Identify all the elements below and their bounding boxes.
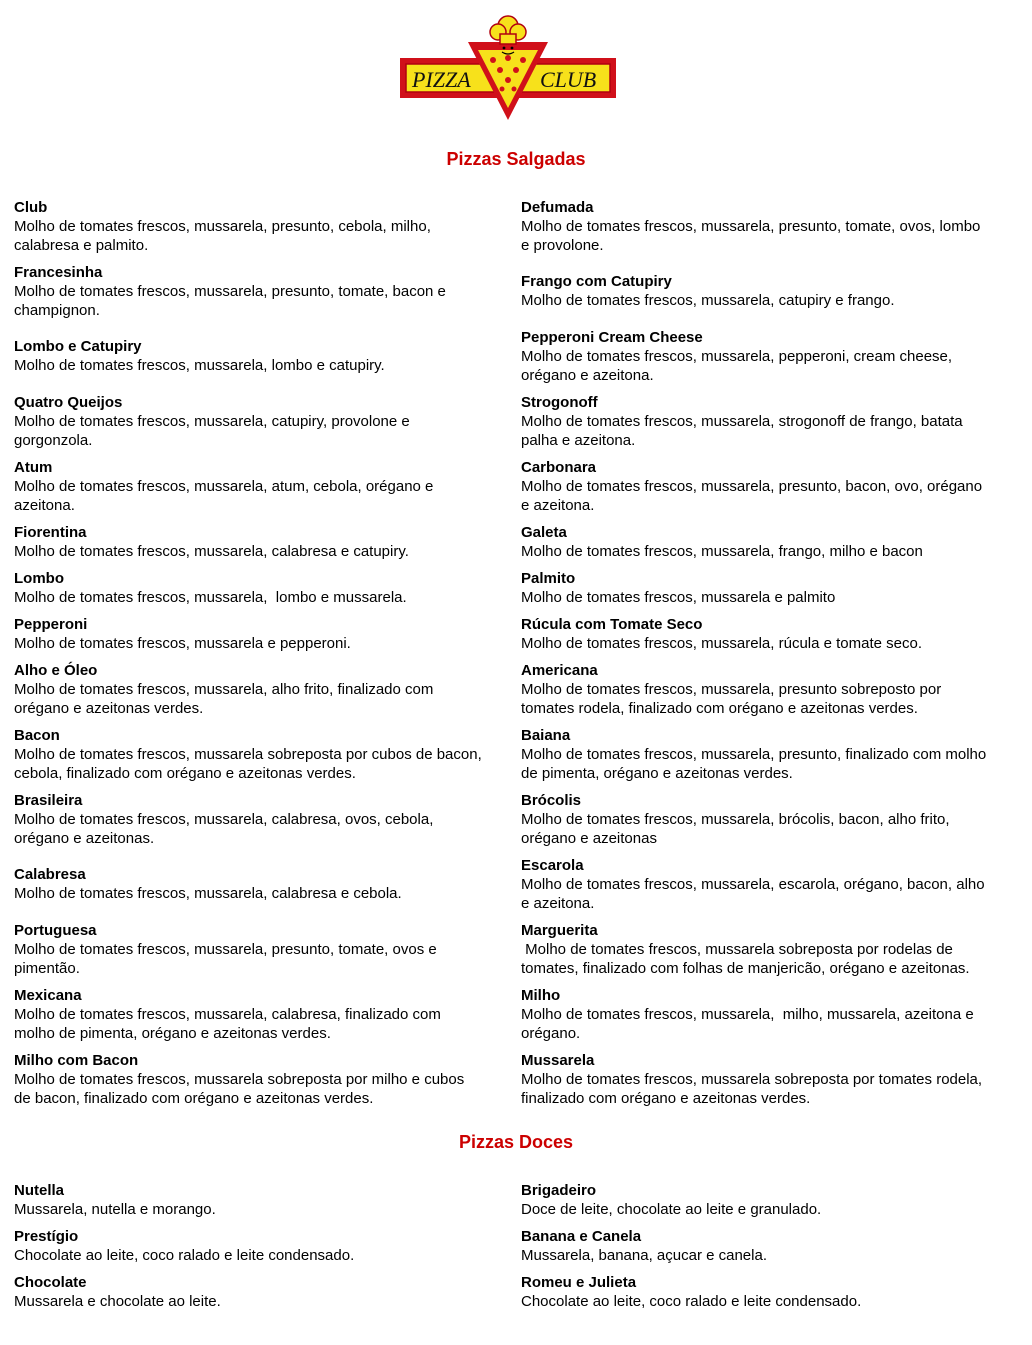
item-name: Milho (521, 987, 561, 1004)
item-name: Pepperoni Cream Cheese (521, 329, 703, 346)
item-name: Prestígio (14, 1228, 79, 1245)
menu-item (521, 856, 1021, 913)
item-description: Molho de tomates frescos, mussarela, presunto, tomate, bacon e champignon. (14, 283, 446, 319)
item-name: Galeta (521, 524, 567, 541)
item-name: Palmito (521, 570, 576, 587)
item-description: Molho de tomates frescos, mussarela, escarola, orégano, bacon, alho e azeitona. (521, 876, 985, 912)
item-description: Molho de tomates frescos, mussarela, calabresa, finalizado com molho de pimenta, orégano e azeitonas verdes. (14, 1006, 441, 1042)
menu-item (14, 458, 514, 515)
item-description: Molho de tomates frescos, mussarela, strogonoff de frango, batata palha e azeitona. (521, 413, 963, 449)
menu-item (14, 726, 514, 783)
item-description: Molho de tomates frescos, mussarela, lombo e catupiry. (14, 357, 385, 374)
item-description: Molho de tomates frescos, mussarela sobreposta por tomates rodela, finalizado com orégano e azeitonas verdes. (521, 1071, 983, 1107)
item-description: Molho de tomates frescos, mussarela, lombo e mussarela. (14, 589, 407, 606)
menu-item (521, 615, 1021, 653)
item-description: Molho de tomates frescos, mussarela sobreposta por rodelas de tomates, finalizado com folhas de manjericão, orégano e azeitonas. (521, 941, 970, 977)
item-name: Marguerita (521, 922, 598, 939)
item-name: Brócolis (521, 792, 582, 809)
item-description: Chocolate ao leite, coco ralado e leite condensado. (14, 1247, 355, 1264)
menu-item (14, 615, 514, 653)
menu-item (521, 1181, 1021, 1219)
item-name: Rúcula com Tomate Seco (521, 616, 703, 633)
item-description: Molho de tomates frescos, mussarela, atum, cebola, orégano e azeitona. (14, 478, 434, 514)
item-name: Nutella (14, 1182, 65, 1199)
item-description: Molho de tomates frescos, mussarela, calabresa e catupiry. (14, 543, 409, 560)
item-name: Carbonara (521, 459, 597, 476)
menu-item (521, 198, 1021, 255)
menu-item (14, 986, 514, 1043)
menu-item (14, 198, 514, 255)
item-description: Molho de tomates frescos, mussarela, catupiry, provolone e gorgonzola. (14, 413, 410, 449)
item-name: Fiorentina (14, 524, 87, 541)
item-description: Molho de tomates frescos, mussarela e pepperoni. (14, 635, 351, 652)
menu-item (521, 569, 1021, 607)
item-description: Molho de tomates frescos, mussarela, frango, milho e bacon (521, 543, 923, 560)
item-name: Alho e Óleo (14, 662, 98, 679)
item-name: Lombo (14, 570, 64, 587)
item-description: Molho de tomates frescos, mussarela, presunto, tomate, ovos, lombo e provolone. (521, 218, 981, 254)
menu-item (521, 272, 1021, 310)
item-name: Defumada (521, 199, 594, 216)
pizza-club-logo (398, 12, 618, 124)
item-description: Molho de tomates frescos, mussarela, brócolis, bacon, alho frito, orégano e azeitonas (521, 811, 950, 847)
menu-item (521, 661, 1021, 718)
menu-item (14, 263, 514, 320)
item-name: Chocolate (14, 1274, 87, 1291)
menu-item (14, 865, 514, 903)
item-description: Molho de tomates frescos, mussarela, presunto, bacon, ovo, orégano e azeitona. (521, 478, 983, 514)
item-name: Escarola (521, 857, 584, 874)
item-description: Molho de tomates frescos, mussarela, calabresa e cebola. (14, 885, 402, 902)
menu-item (14, 661, 514, 718)
menu-item (521, 1227, 1021, 1265)
item-description: Molho de tomates frescos, mussarela sobreposta por cubos de bacon, cebola, finalizado com orégano e azeitonas verdes. (14, 746, 482, 782)
item-name: Club (14, 199, 48, 216)
item-name: Mexicana (14, 987, 82, 1004)
item-name: Baiana (521, 727, 571, 744)
menu-item (521, 921, 1021, 978)
section-title-doces: Pizzas Doces (458, 1132, 574, 1152)
menu-item (521, 1051, 1021, 1108)
item-description: Molho de tomates frescos, mussarela, calabresa, ovos, cebola, orégano e azeitonas. (14, 811, 434, 847)
item-description: Molho de tomates frescos, mussarela sobreposta por milho e cubos de bacon, finalizado com orégano e azeitonas verdes. (14, 1071, 465, 1107)
item-description: Molho de tomates frescos, mussarela, presunto, finalizado com molho de pimenta, orégano e azeitonas verdes. (521, 746, 987, 782)
item-description: Molho de tomates frescos, mussarela, alho frito, finalizado com orégano e azeitonas verdes. (14, 681, 434, 717)
menu-item (521, 1273, 1021, 1311)
item-name: Quatro Queijos (14, 394, 123, 411)
menu-item (14, 1051, 514, 1108)
item-name: Milho com Bacon (14, 1052, 139, 1069)
item-name: Calabresa (14, 866, 86, 883)
logo-word-right: CLUB (540, 67, 597, 92)
item-name: Portuguesa (14, 922, 97, 939)
item-description: Molho de tomates frescos, mussarela, presunto sobreposto por tomates rodela, finalizado com orégano e azeitonas verdes. (521, 681, 942, 717)
section-title-salgadas: Pizzas Salgadas (446, 149, 586, 169)
menu-item (521, 986, 1021, 1043)
item-name: Brasileira (14, 792, 83, 809)
item-description: Molho de tomates frescos, mussarela, presunto, tomate, ovos e pimentão. (14, 941, 437, 977)
menu-item (14, 1273, 514, 1311)
item-description: Mussarela, banana, açucar e canela. (521, 1247, 767, 1264)
item-name: Francesinha (14, 264, 103, 281)
item-name: Pepperoni (14, 616, 88, 633)
item-description: Molho de tomates frescos, mussarela e palmito (521, 589, 836, 606)
menu-item (14, 921, 514, 978)
item-description: Doce de leite, chocolate ao leite e granulado. (521, 1201, 822, 1218)
menu-item (521, 523, 1021, 561)
item-description: Molho de tomates frescos, mussarela, milho, mussarela, azeitona e orégano. (521, 1006, 974, 1042)
item-name: Lombo e Catupiry (14, 338, 142, 355)
menu-item (14, 393, 514, 450)
item-name: Americana (521, 662, 598, 679)
menu-item (521, 791, 1021, 848)
menu-item (14, 1227, 514, 1265)
item-name: Mussarela (521, 1052, 595, 1069)
item-name: Bacon (14, 727, 60, 744)
item-name: Brigadeiro (521, 1182, 597, 1199)
menu-item (14, 337, 514, 375)
item-name: Frango com Catupiry (521, 273, 672, 290)
menu-item (521, 458, 1021, 515)
menu-item (14, 1181, 514, 1219)
item-description: Molho de tomates frescos, mussarela, presunto, cebola, milho, calabresa e palmito. (14, 218, 431, 254)
item-name: Banana e Canela (521, 1228, 642, 1245)
logo-word-left: PIZZA (412, 67, 471, 92)
menu-item (14, 791, 514, 848)
menu-item (14, 523, 514, 561)
item-description: Molho de tomates frescos, mussarela, pepperoni, cream cheese, orégano e azeitona. (521, 348, 953, 384)
item-name: Strogonoff (521, 394, 598, 411)
menu-item (14, 569, 514, 607)
item-name: Romeu e Julieta (521, 1274, 637, 1291)
menu-item (521, 328, 1021, 385)
item-description: Mussarela e chocolate ao leite. (14, 1293, 221, 1310)
item-description: Mussarela, nutella e morango. (14, 1201, 216, 1218)
item-description: Chocolate ao leite, coco ralado e leite condensado. (521, 1293, 862, 1310)
item-name: Atum (14, 459, 53, 476)
item-description: Molho de tomates frescos, mussarela, rúcula e tomate seco. (521, 635, 923, 652)
menu-item (521, 726, 1021, 783)
item-description: Molho de tomates frescos, mussarela, catupiry e frango. (521, 292, 895, 309)
menu-item (521, 393, 1021, 450)
